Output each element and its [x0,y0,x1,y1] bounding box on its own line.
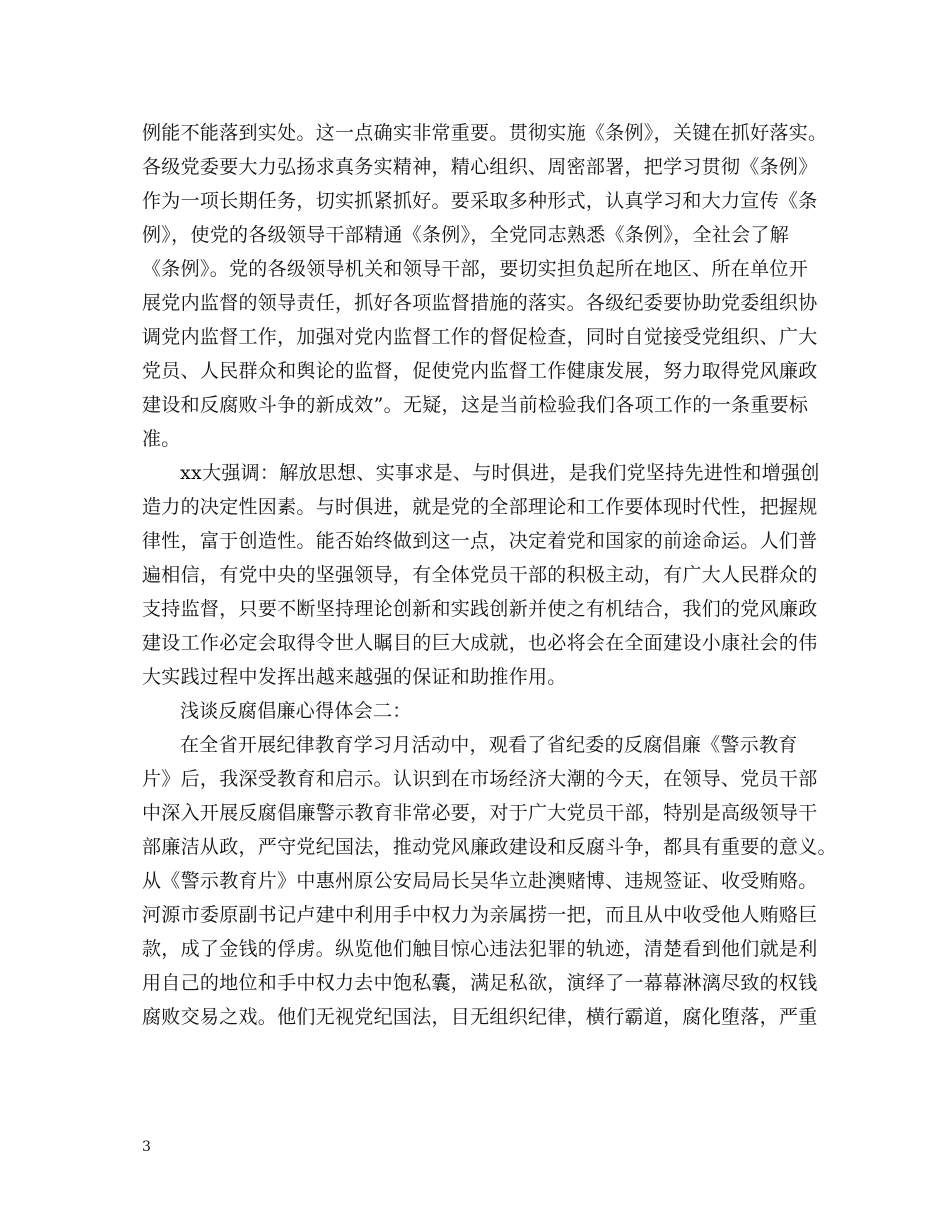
text-line: 党员、人民群众和舆论的监督，促使党内监督工作健康发展，努力取得党风廉政 [142,360,818,382]
text-line: 例》，使党的各级领导干部精通《条例》，全党同志熟悉《条例》，全社会了解 [142,224,790,246]
text-line: 中深入开展反腐倡廉警示教育非常必要，对于广大党员干部，特别是高级领导干 [142,802,818,824]
text-line: 用自己的地位和手中权力去中饱私囊，满足私欲，演绎了一幕幕淋漓尽致的权钱 [142,972,818,994]
text-line: 大实践过程中发挥出越来越强的保证和助推作用。 [142,666,567,688]
text-line: 片》后，我深受教育和启示。认识到在市场经济大潮的今天，在领导、党员干部 [142,768,818,790]
text-line: 建设和反腐败斗争的新成效”。无疑，这是当前检验我们各项工作的一条重要标 [142,394,809,416]
text-line: 腐败交易之戏。他们无视党纪国法，目无组织纪律，横行霸道，腐化堕落，严重 [142,1006,818,1028]
text-line: 各级党委要大力弘扬求真务实精神，精心组织、周密部署，把学习贯彻《条例》 [142,156,818,178]
text-line: 展党内监督的领导责任，抓好各项监督措施的落实。各级纪委要协助党委组织协 [142,292,818,314]
text-line: 律性，富于创造性。能否始终做到这一点，决定着党和国家的前途命运。人们普 [142,530,818,552]
paragraph-start-line: 在全省开展纪律教育学习月活动中，观看了省纪委的反腐倡廉《警示教育 [180,734,798,756]
text-line: 从《警示教育片》中惠州原公安局局长吴华立赴澳赌博、违规签证、收受贿赂。 [142,870,818,892]
text-line: 建设工作必定会取得令世人瞩目的巨大成就，也必将会在全面建设小康社会的伟 [142,632,818,654]
text-line: 遍相信，有党中央的坚强领导，有全体党员干部的积极主动，有广大人民群众的 [142,564,818,586]
text-line: 调党内监督工作，加强对党内监督工作的督促检查，同时自觉接受党组织、广大 [142,326,818,348]
text-line: 部廉洁从政，严守党纪国法，推动党风廉政建设和反腐斗争，都具有重要的意义。 [142,836,837,858]
text-line: 支持监督，只要不断坚持理论创新和实践创新并使之有机结合，我们的党风廉政 [142,598,818,620]
text-line: 例能不能落到实处。这一点确实非常重要。贯彻实施《条例》，关键在抓好落实。 [142,122,828,144]
text-line: 作为一项长期任务，切实抓紧抓好。要采取多种形式，认真学习和大力宣传《条 [142,190,818,212]
page-number: 3 [142,1139,151,1155]
text-line: 造力的决定性因素。与时俱进，就是党的全部理论和工作要体现时代性，把握规 [142,496,818,518]
paragraph-start-line: xx大强调：解放思想、实事求是、与时俱进，是我们党坚持先进性和增强创 [180,462,820,484]
section-heading: 浅谈反腐倡廉心得体会二： [180,700,412,722]
text-line: 《条例》。党的各级领导机关和领导干部，要切实担负起所在地区、所在单位开 [142,258,809,280]
text-line: 河源市委原副书记卢建中利用手中权力为亲属捞一把，而且从中收受他人贿赂巨 [142,904,818,926]
text-line: 款，成了金钱的俘虏。纵览他们触目惊心违法犯罪的轨迹，清楚看到他们就是利 [142,938,818,960]
text-line: 准。 [142,428,181,450]
